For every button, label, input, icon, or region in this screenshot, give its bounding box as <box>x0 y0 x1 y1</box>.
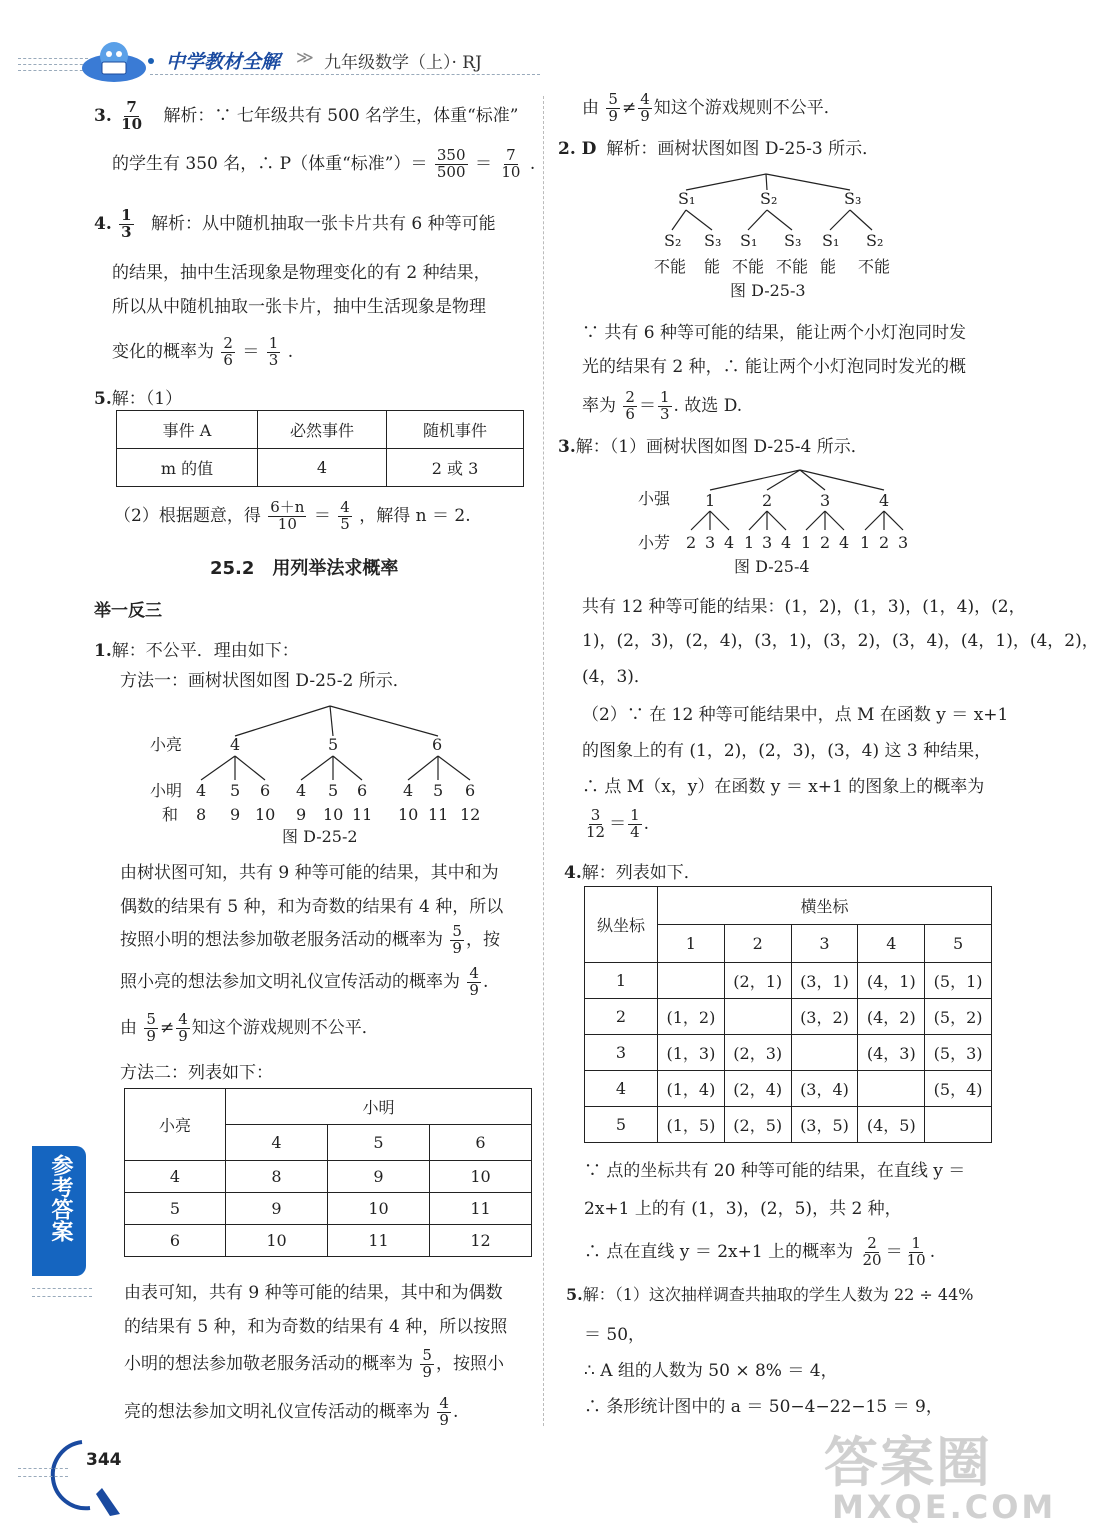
tree1-sum: 8 <box>196 805 207 824</box>
p1-b3: 小明的想法参加敬老服务活动的概率为 $\frac{5}{9}$ ，按照小 <box>124 1346 504 1381</box>
p1-t3: 按照小明的想法参加敬老服务活动的概率为 $\frac{5}{9}$ ，按 <box>120 922 500 957</box>
p4-t3: ∴ 点在直线 y ＝ 2x+1 上的概率为 $\frac{2}{20}$ ＝ $\frac{1}{10}$ . <box>584 1234 936 1269</box>
p3-t3: (4，3)． <box>582 667 651 687</box>
tree3-leaf: 3 <box>705 533 716 552</box>
p3-t6: ∴ 点 M（x，y）在函数 y ＝ x+1 的图象上的概率为 <box>582 777 985 797</box>
p1-method2: 方法二：列表如下： <box>120 1063 273 1083</box>
tree3-leaf: 2 <box>820 533 831 552</box>
q3-line2: 的学生有 350 名，∴ P（体重“标准”）＝ $\frac{350}{500}$ ＝ $\frac{7}{10}$ . <box>112 146 536 181</box>
tree3-leaf: 1 <box>801 533 812 552</box>
table-row: 4 (1，4) (2，4) (3，4) (5，4) <box>585 1071 992 1107</box>
p1-method1: 方法一：画树状图如图 D-25-2 所示． <box>120 671 410 691</box>
q5-table: 事件 A 必然事件 随机事件 m 的值 4 2 或 3 <box>116 410 524 487</box>
tree1-label-xiaoming: 小明 <box>150 781 183 800</box>
p5-t1: 5.解：（1）这次抽样调查共抽取的学生人数为 22 ÷ 44% <box>566 1285 974 1304</box>
tree3-root: 1 <box>705 491 716 510</box>
tree1-leaf: 4 <box>196 781 207 800</box>
tree1-leaf: 6 <box>260 781 271 800</box>
tree2-result: 能 <box>820 257 837 276</box>
p4-t2: 2x+1 上的有 (1，3)，(2，5)，共 2 种， <box>584 1199 902 1219</box>
p2-t2: 光的结果有 2 种，∴ 能让两个小灯泡同时发光的概 <box>582 357 967 377</box>
tree3-leaf: 4 <box>839 533 850 552</box>
p5-t3: ∴ A 组的人数为 50 × 8% ＝ 4， <box>584 1361 838 1381</box>
tree3-label-xiaoqiang: 小强 <box>638 489 671 508</box>
p4-t1: ∵ 点的坐标共有 20 种等可能的结果，在直线 y ＝ <box>584 1161 966 1181</box>
tree3-leaf: 3 <box>762 533 773 552</box>
table-coordinates: 纵坐标 横坐标 1 2 3 4 5 1 (2，1) (3，1) (4，1) (5，1) 2 (1，2) (3，2) (4，2) (5，2) 3 (1，3) (2，3) (4，3) (5，3) 4 (1，4) (2，4) (3，4) (5，4) 5 (1，5) (2，5) (3，5) (4，5) <box>584 886 992 1143</box>
tree2-leaf: S₂ <box>866 231 884 250</box>
tree1-root: 5 <box>328 735 339 754</box>
tree2-leaf: S₃ <box>784 231 802 250</box>
p2-t1: ∵ 共有 6 种等可能的结果，能让两个小灯泡同时发 <box>582 323 967 343</box>
p1-b4: 亮的想法参加文明礼仪宣传活动的概率为 $\frac{4}{9}$ . <box>124 1394 459 1429</box>
tree2-result: 能 <box>704 257 721 276</box>
p4-head: 4.解：列表如下． <box>564 863 701 883</box>
q4-line2: 的结果，抽中生活现象是物理变化的有 2 种结果， <box>112 263 491 283</box>
p3-head: 3.解：（1）画树状图如图 D-25-4 所示． <box>558 437 868 457</box>
tree3-leaf: 1 <box>860 533 871 552</box>
p1-b1: 由表可知，共有 9 种等可能的结果，其中和为偶数 <box>124 1283 503 1303</box>
p2-head: 2. D 解析：画树状图如图 D-25-3 所示． <box>558 139 880 159</box>
tree2-leaf: S₂ <box>664 231 682 250</box>
tree1-label-sum: 和 <box>162 805 179 824</box>
q5-part2: （2）根据题意，得 $\frac{6+n}{10}$ ＝ $\frac{4}{5}$ ，解得 n ＝ 2. <box>114 498 471 533</box>
tree1-sum: 9 <box>230 805 241 824</box>
watermark-top: 答案圈 <box>824 1431 992 1494</box>
tree1-sum: 11 <box>428 805 449 824</box>
p2-t3: 率为 $\frac{2}{6}$ ＝ $\frac{1}{3}$ . 故选 D. <box>582 388 743 423</box>
tree2-leaf: S₁ <box>740 231 758 250</box>
p1-b2: 的结果有 5 种，和为奇数的结果有 4 种，所以按照 <box>124 1317 508 1337</box>
header-dot <box>148 58 154 64</box>
table-row: 5 (1，5) (2，5) (3，5) (4，5) <box>585 1107 992 1143</box>
tree3-leaf: 2 <box>879 533 890 552</box>
tree1-caption: 图 D-25-2 <box>282 827 358 846</box>
p1-t4: 照小亮的想法参加文明礼仪宣传活动的概率为 $\frac{4}{9}$ . <box>120 964 489 999</box>
tree1-leaf: 5 <box>433 781 444 800</box>
book-mascot-icon <box>78 38 150 84</box>
p1-t1: 由树状图可知，共有 9 种等可能的结果，其中和为 <box>120 863 499 883</box>
tree1-sum: 12 <box>460 805 481 824</box>
p3-t5: 的图象上的有 (1，2)，(2，3)，(3，4) 这 3 种结果， <box>582 741 992 761</box>
page-number: 344 <box>86 1450 122 1470</box>
side-tab-label: 参考答案 <box>48 1154 73 1242</box>
tree1-leaf: 6 <box>357 781 368 800</box>
table-row: 2 (1，2) (3，2) (4，2) (5，2) <box>585 999 992 1035</box>
header-subject: 九年级数学（上）· RJ <box>324 53 482 73</box>
tree1-root: 6 <box>432 735 443 754</box>
p3-t4: （2）∵ 在 12 种等可能结果中，点 M 在函数 y ＝ x+1 <box>582 705 1009 725</box>
tree3-leaf: 4 <box>781 533 792 552</box>
tree2-root: S₃ <box>844 189 862 208</box>
tree2-caption: 图 D-25-3 <box>730 281 806 300</box>
tree1-sum: 9 <box>296 805 307 824</box>
tree3-label-xiaofang: 小芳 <box>638 533 671 552</box>
watermark-bottom: MXQE.COM <box>832 1488 1057 1526</box>
tree2-result: 不能 <box>858 257 891 276</box>
tree3-leaf: 2 <box>686 533 697 552</box>
page-number-decoration <box>62 1428 132 1518</box>
tree1-leaf: 4 <box>403 781 414 800</box>
tree1-sum: 10 <box>255 805 276 824</box>
q5-head: 5.解：（1） <box>94 389 183 409</box>
table-row: 6 10 11 12 <box>125 1225 532 1257</box>
table-row: 3 (1，3) (2，3) (4，3) (5，3) <box>585 1035 992 1071</box>
p1-t5: 由 $\frac{5}{9}$ ≠ $\frac{4}{9}$ 知这个游戏规则不公平． <box>120 1010 379 1045</box>
sub-title: 举一反三 <box>94 601 162 621</box>
section-title: 25.2 用列举法求概率 <box>210 558 399 579</box>
p5-t4: ∴ 条形统计图中的 a ＝ 50−4−22−15 ＝ 9， <box>584 1397 943 1417</box>
q4-line4: 变化的概率为 $\frac{2}{6}$ ＝ $\frac{1}{3}$ . <box>112 334 294 369</box>
tree3-root: 2 <box>762 491 773 510</box>
tree2-leaf: S₁ <box>822 231 840 250</box>
table-row: 4 8 9 10 <box>125 1161 532 1193</box>
tree3-leaf: 3 <box>898 533 909 552</box>
tree3-caption: 图 D-25-4 <box>734 557 810 576</box>
tree2-root: S₁ <box>678 189 696 208</box>
tree1-leaf: 5 <box>328 781 339 800</box>
header-book-title: 中学教材全解 <box>166 51 281 73</box>
tree3-leaf: 4 <box>724 533 735 552</box>
tree-d-25-3 <box>640 168 900 300</box>
r-top-line: 由 $\frac{5}{9}$ ≠ $\frac{4}{9}$ 知这个游戏规则不公平． <box>582 90 841 125</box>
tree1-sum: 10 <box>398 805 419 824</box>
q3-line1: 3. $\frac{7}{10}$ 解析：∵ 七年级共有 500 名学生，体重“标准” <box>94 98 519 133</box>
table-row: 1 (2，1) (3，1) (4，1) (5，1) <box>585 963 992 999</box>
tree2-result: 不能 <box>776 257 809 276</box>
tree1-root: 4 <box>230 735 241 754</box>
table-xiaoliang-xiaoming: 小亮 小明 4 5 6 4 8 9 10 5 9 10 11 6 10 11 12 <box>124 1088 532 1257</box>
tree2-result: 不能 <box>654 257 687 276</box>
q4-line1: 4. $\frac{1}{3}$ 解析：从中随机抽取一张卡片共有 6 种等可能 <box>94 206 496 241</box>
tree3-root: 3 <box>820 491 831 510</box>
p1-head: 1.解：不公平．理由如下： <box>94 641 299 661</box>
p3-t1: 共有 12 种等可能的结果：(1，2)，(1，3)，(1，4)，(2， <box>582 597 1026 617</box>
header-arrow: ≫ <box>296 48 314 68</box>
tree1-sum: 11 <box>352 805 373 824</box>
tree-d-25-2 <box>140 700 500 850</box>
tree1-leaf: 6 <box>465 781 476 800</box>
tree2-leaf: S₃ <box>704 231 722 250</box>
tree1-leaf: 5 <box>230 781 241 800</box>
q4-line3: 所以从中随机抽取一张卡片，抽中生活现象是物理 <box>112 297 486 317</box>
tree1-leaf: 4 <box>296 781 307 800</box>
tree2-root: S₂ <box>760 189 778 208</box>
column-divider <box>543 96 544 1426</box>
p5-t2: ＝ 50， <box>584 1325 646 1345</box>
p3-t2: 1)，(2，3)，(2，4)，(3，1)，(3，2)，(3，4)，(4，1)，(4，2)， <box>582 631 1099 651</box>
table-row: 5 9 10 11 <box>125 1193 532 1225</box>
p3-t7: $\frac{3}{12}$ ＝ $\frac{1}{4}$ . <box>586 806 650 841</box>
tree2-result: 不能 <box>732 257 765 276</box>
p1-t2: 偶数的结果有 5 种，和为奇数的结果有 4 种，所以 <box>120 897 504 917</box>
tree1-sum: 10 <box>323 805 344 824</box>
tree3-root: 4 <box>879 491 890 510</box>
tree-d-25-4 <box>636 466 936 582</box>
tree3-leaf: 1 <box>744 533 755 552</box>
tree1-label-xiaoliang: 小亮 <box>150 735 183 754</box>
